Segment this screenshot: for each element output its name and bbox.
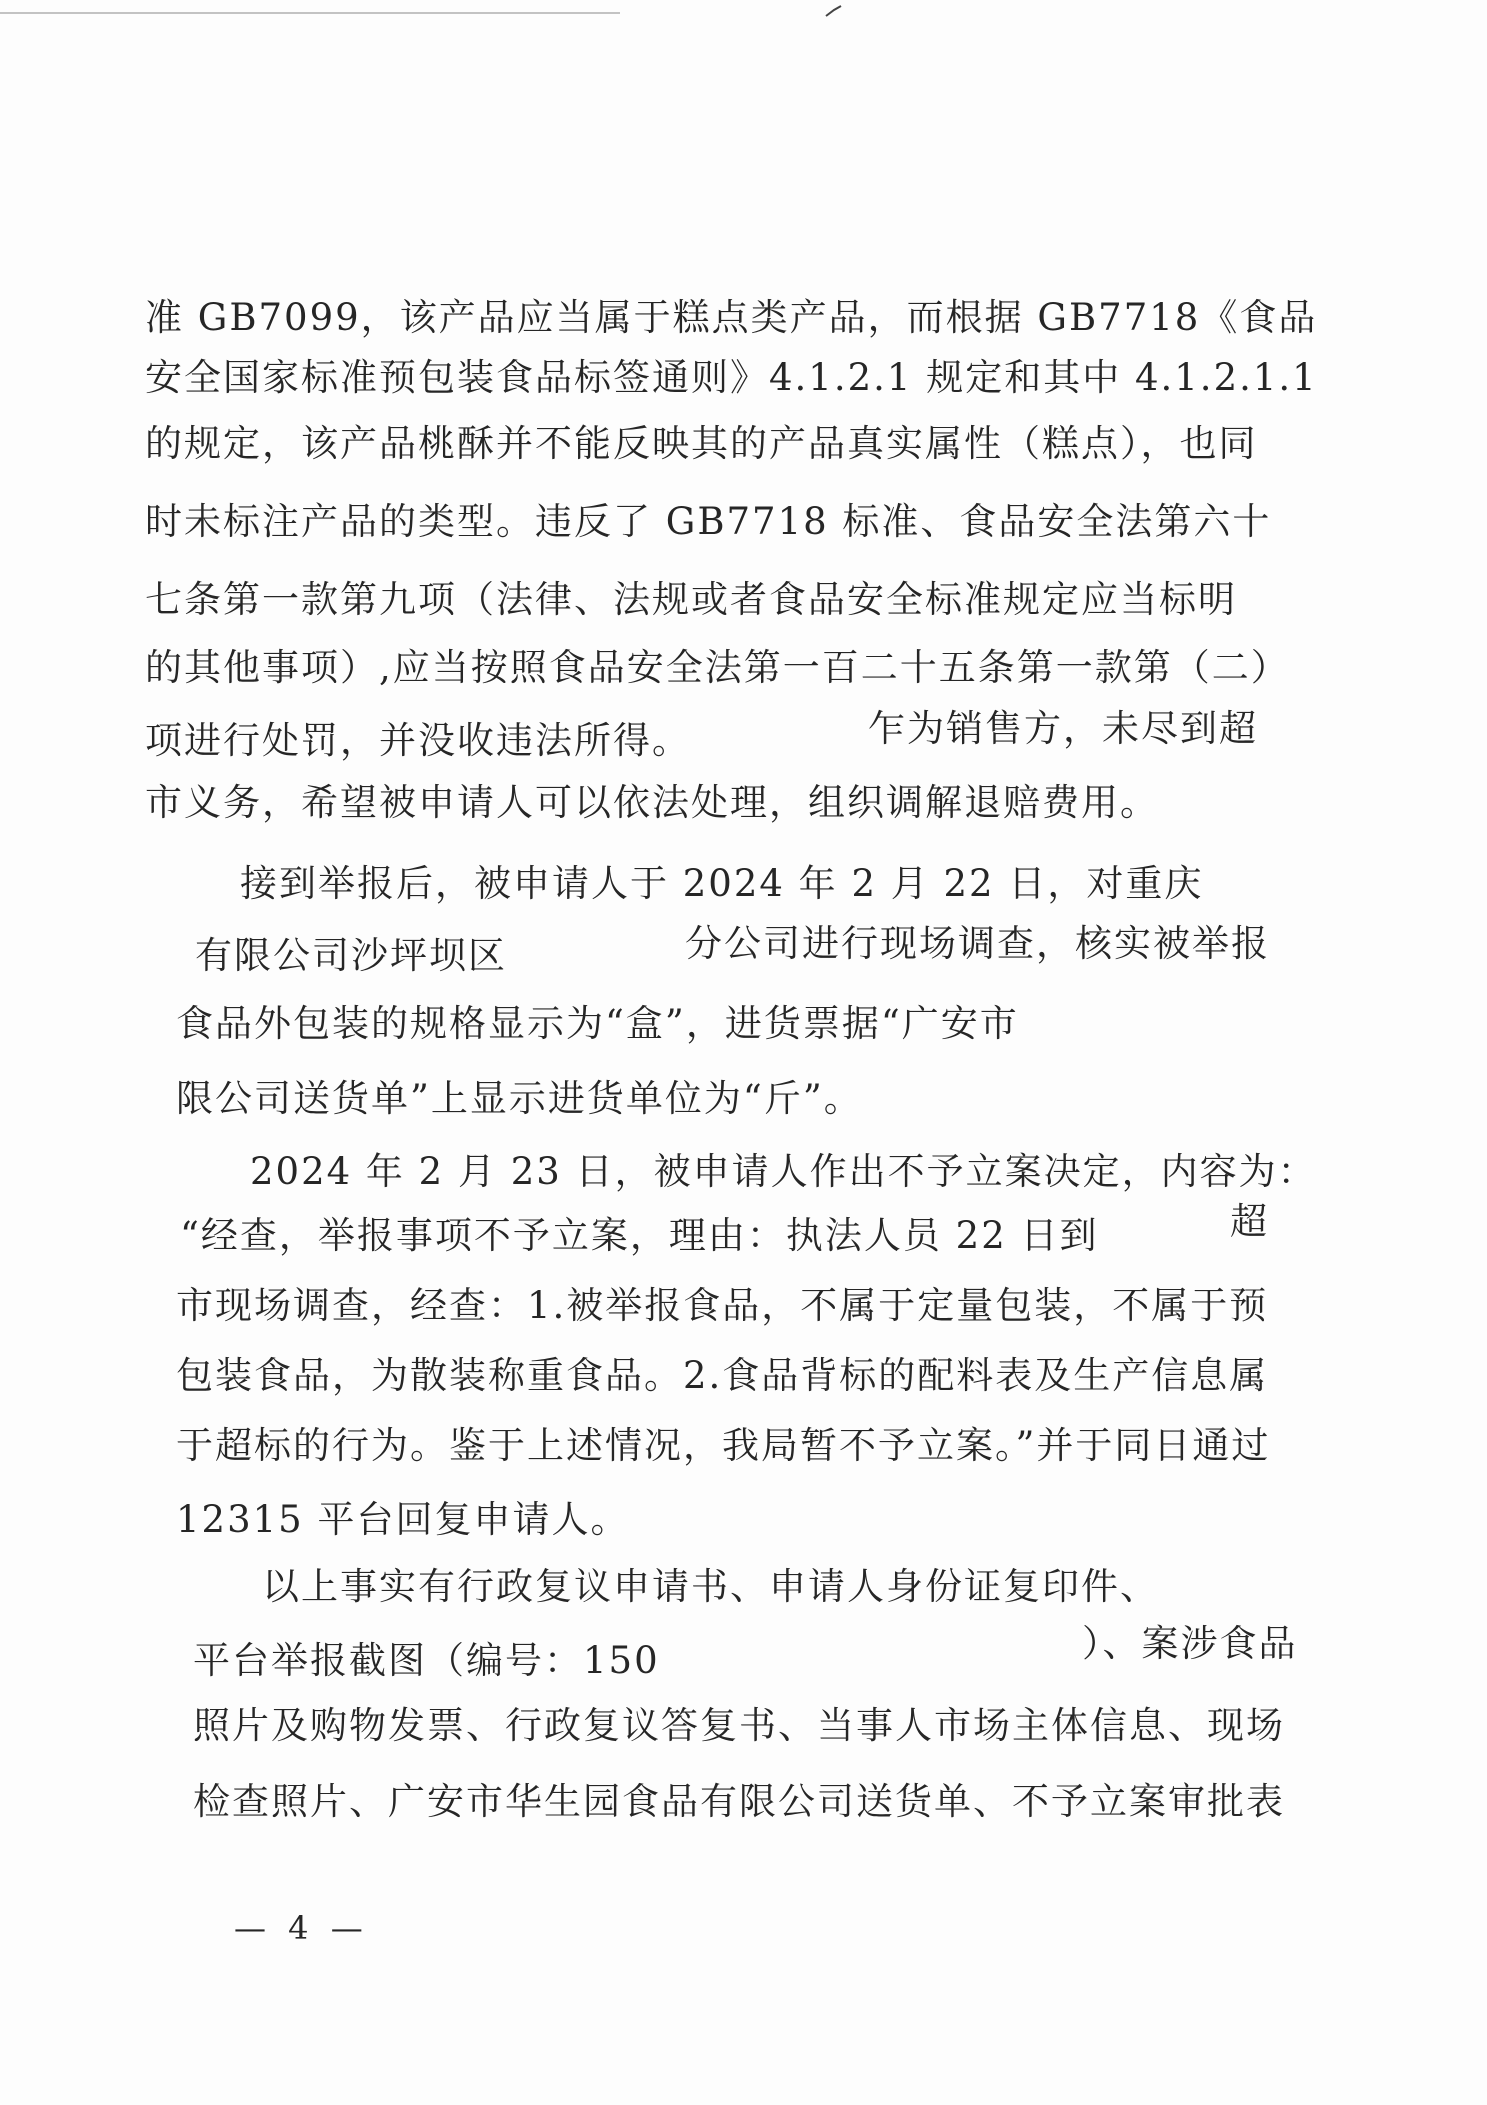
- paragraph-decision-line-2b: 超: [1230, 1200, 1269, 1243]
- paragraph-evidence-line-3: 照片及购物发票、行政复议答复书、当事人市场主体信息、现场: [193, 1704, 1285, 1747]
- paragraph-report-line-2a: 有限公司沙坪坝区: [195, 934, 507, 977]
- paragraph-report-line-2b: 分公司进行现场调查，核实被举报: [685, 922, 1270, 965]
- body-line-7b: 乍为销售方，未尽到超: [868, 707, 1258, 750]
- body-line-1: 准 GB7099，该产品应当属于糕点类产品，而根据 GB7718《食品: [145, 296, 1318, 339]
- paragraph-decision-line-6: 12315 平台回复申请人。: [176, 1498, 630, 1541]
- paragraph-evidence-line-2a: 平台举报截图（编号：150: [193, 1639, 660, 1682]
- body-line-6: 的其他事项）,应当按照食品安全法第一百二十五条第一款第（二）: [145, 646, 1290, 689]
- paragraph-decision-line-2a: “经查，举报事项不予立案，理由：执法人员 22 日到: [180, 1214, 1099, 1257]
- paragraph-decision-line-3: 市现场调查，经查：1.被举报食品，不属于定量包装，不属于预: [176, 1284, 1269, 1327]
- scan-speck-icon: [825, 4, 843, 18]
- body-line-7a: 项进行处罚，并没收违法所得。: [145, 719, 691, 762]
- body-line-2: 安全国家标准预包装食品标签通则》4.1.2.1 规定和其中 4.1.2.1.1: [145, 356, 1318, 399]
- paragraph-evidence-line-2b: ）、案涉食品: [1082, 1622, 1298, 1665]
- body-line-3: 的规定，该产品桃酥并不能反映其的产品真实属性（糕点），也同: [145, 422, 1258, 465]
- body-line-8: 市义务，希望被申请人可以依法处理，组织调解退赔费用。: [145, 781, 1159, 824]
- paragraph-evidence-line-1: 以上事实有行政复议申请书、申请人身份证复印件、: [262, 1565, 1159, 1608]
- page-number: — 4 —: [234, 1909, 369, 1947]
- paragraph-decision-line-1: 2024 年 2 月 23 日，被申请人作出不予立案决定，内容为：: [250, 1150, 1317, 1193]
- paragraph-report-line-1: 接到举报后，被申请人于 2024 年 2 月 22 日，对重庆: [240, 862, 1204, 905]
- paragraph-report-line-3: 食品外包装的规格显示为“盒”，进货票据“广安市: [176, 1002, 1019, 1045]
- body-line-4: 时未标注产品的类型。违反了 GB7718 标准、食品安全法第六十: [145, 500, 1272, 543]
- paragraph-decision-line-5: 于超标的行为。鉴于上述情况，我局暂不予立案。”并于同日通过: [176, 1424, 1271, 1467]
- paragraph-decision-line-4: 包装食品，为散装称重食品。2.食品背标的配料表及生产信息属: [176, 1354, 1269, 1397]
- paragraph-report-line-4: 限公司送货单”上显示进货单位为“斤”。: [176, 1077, 863, 1120]
- body-line-5: 七条第一款第九项（法律、法规或者食品安全标准规定应当标明: [145, 578, 1237, 621]
- paragraph-evidence-line-4: 检查照片、广安市华生园食品有限公司送货单、不予立案审批表: [193, 1780, 1285, 1823]
- scan-edge-line: [0, 12, 620, 14]
